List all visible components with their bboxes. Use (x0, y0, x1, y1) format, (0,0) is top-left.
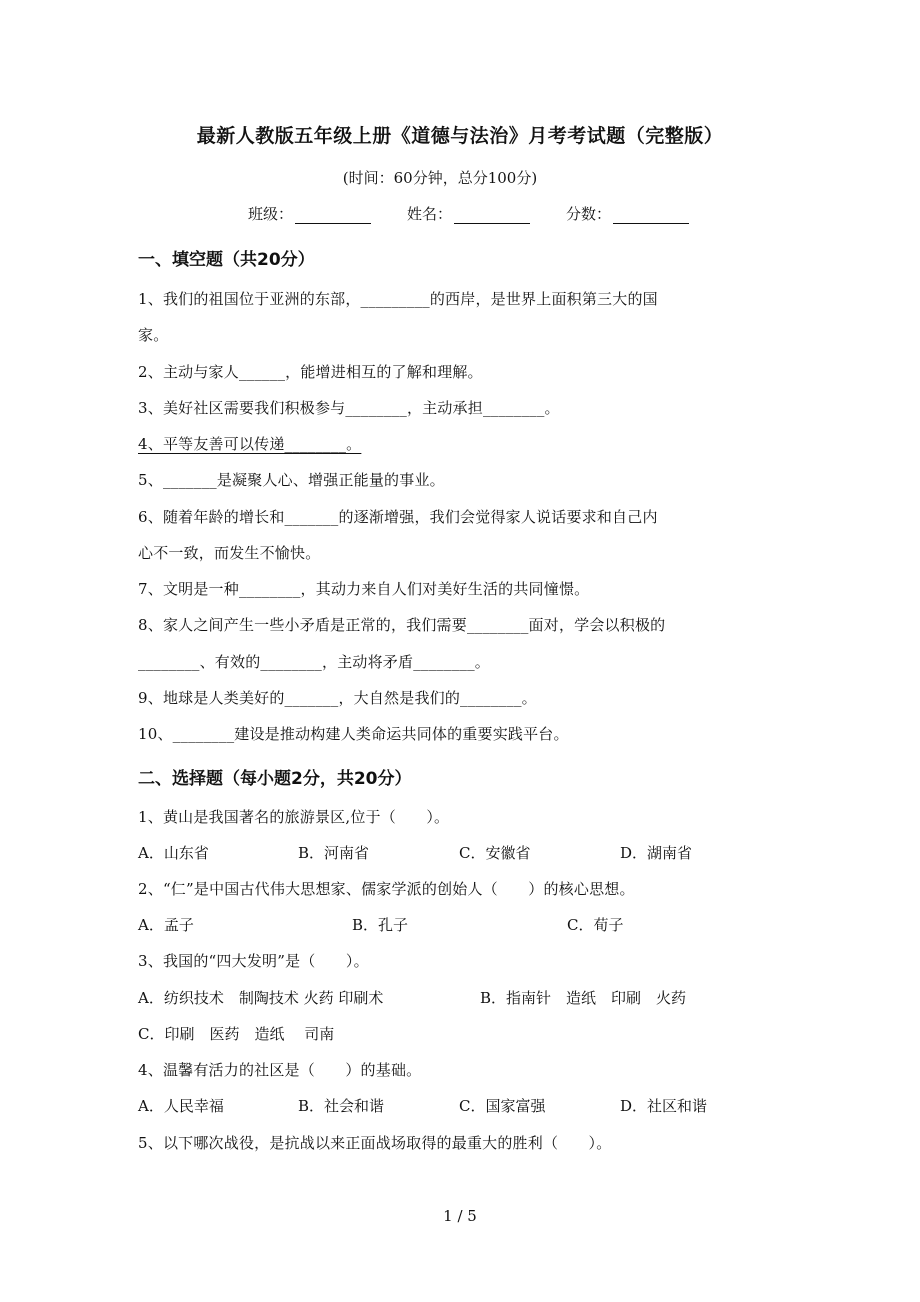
name-field (407, 203, 530, 224)
q3-option-a: A．纺织技术 制陶技术 火药 印刷术 (138, 989, 384, 1007)
score-label: 分数： (566, 205, 612, 223)
exam-title: 最新人教版五年级上册《道德与法治》月考考试题（完整版） (196, 125, 724, 147)
question-line: 2、主动与家人______，能增进相互的了解和理解。 (138, 363, 483, 381)
choice-question-5: 5、以下哪次战役，是抗战以来正面战场取得的最重大的胜利（ ）。 (138, 1134, 612, 1152)
q2-option-c: C．荀子 (567, 916, 624, 934)
section-fill-blank-title: 一、填空题（共20分） (138, 250, 315, 270)
q4-option-c: C．国家富强 (459, 1097, 546, 1115)
section-choice-title: 二、选择题（每小题2分，共20分） (138, 769, 412, 789)
question-line: 7、文明是一种________，其动力来自人们对美好生活的共同憧憬。 (138, 580, 590, 598)
question-line: ________、有效的________，主动将矛盾________。 (138, 653, 491, 671)
q1-option-b: B．河南省 (298, 844, 370, 862)
score-blank (613, 206, 689, 224)
q1-option-d: D．湖南省 (620, 844, 693, 862)
q2-option-a: A．孟子 (138, 916, 194, 934)
q2-option-b: B．孔子 (352, 916, 409, 934)
class-blank (295, 206, 371, 224)
question-line: 4、平等友善可以传递________。 (138, 435, 362, 453)
question-line: 5、_______是凝聚人心、增强正能量的事业。 (138, 471, 445, 489)
name-label: 姓名： (407, 205, 453, 223)
student-info-row (248, 203, 689, 224)
question-line: 家。 (138, 326, 169, 344)
page-number: 1 / 5 (443, 1207, 477, 1225)
question-line: 8、家人之间产生一些小矛盾是正常的，我们需要________面对，学会以积极的 (138, 616, 666, 634)
q4-option-b: B．社会和谐 (298, 1097, 385, 1115)
question-line: 6、随着年龄的增长和_______的逐渐增强，我们会觉得家人说话要求和自己内 (138, 508, 658, 526)
q3-option-c: C．印刷 医药 造纸 司南 (138, 1025, 335, 1043)
question-line: 10、________建设是推动构建人类命运共同体的重要实践平台。 (138, 725, 569, 743)
q3-option-b: B．指南针 造纸 印刷 火药 (480, 989, 687, 1007)
exam-subtitle: (时间：60分钟，总分100分) (342, 169, 538, 187)
choice-question-4: 4、温馨有活力的社区是（ ）的基础。 (138, 1061, 422, 1079)
choice-question-1: 1、黄山是我国著名的旅游景区,位于（ ）。 (138, 808, 450, 826)
q4-option-d: D．社区和谐 (620, 1097, 708, 1115)
score-field (566, 203, 689, 224)
choice-question-2: 2、“仁”是中国古代伟大思想家、儒家学派的创始人（ ）的核心思想。 (138, 880, 635, 898)
choice-question-3: 3、我国的“四大发明”是（ ）。 (138, 952, 369, 970)
question-line: 心不一致，而发生不愉快。 (138, 544, 321, 562)
class-field (248, 203, 371, 224)
question-line: 1、我们的祖国位于亚洲的东部，_________的西岸，是世界上面积第三大的国 (138, 290, 658, 308)
name-blank (454, 206, 530, 224)
q1-option-a: A．山东省 (138, 844, 209, 862)
question-line: 3、美好社区需要我们积极参与________，主动承担________。 (138, 399, 560, 417)
question-line: 9、地球是人类美好的_______，大自然是我们的________。 (138, 689, 537, 707)
q4-option-a: A．人民幸福 (138, 1097, 224, 1115)
q1-option-c: C．安徽省 (459, 844, 531, 862)
class-label: 班级： (248, 205, 294, 223)
